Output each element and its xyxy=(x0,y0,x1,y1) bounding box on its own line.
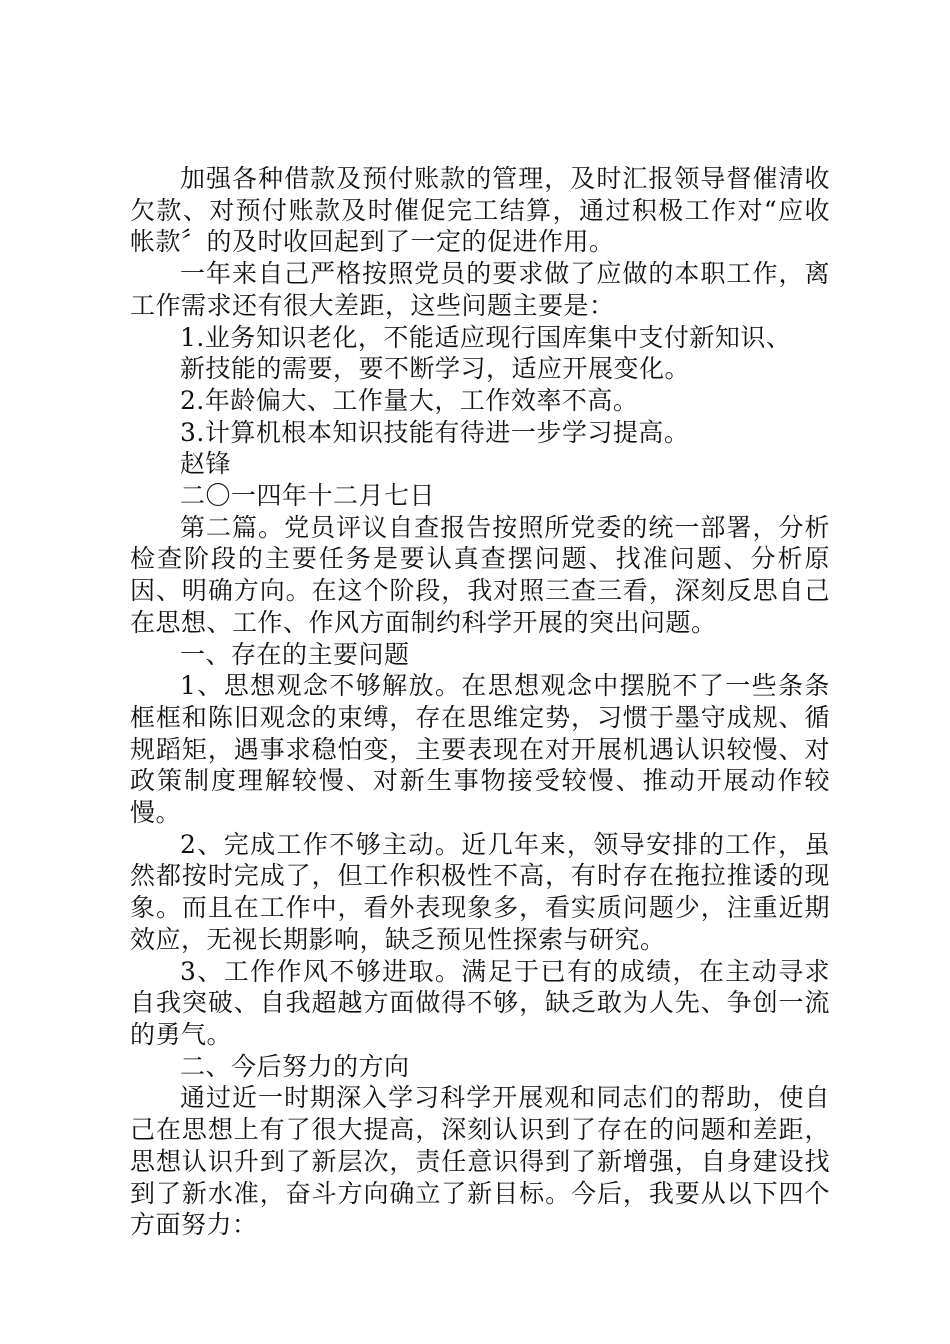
problem-2: 2、完成工作不够主动。近几年来，领导安排的工作，虽然都按时完成了，但工作积极性不高，有时存在拖拉推诿的现象。而且在工作中，看外表现象多，看实质问题少，注重近期效应，无视长期影响，缺乏预见性探索与研究。 xyxy=(130,829,830,954)
list-item-1-continued: 新技能的需要，要不断学习，适应开展变化。 xyxy=(180,354,691,384)
section2-intro: 第二篇。党员评议自查报告按照所党委的统一部署，分析检查阶段的主要任务是要认真查摆问题、找准问题、分析原因、明确方向。在这个阶段，我对照三查三看，深刻反思自己在思想、工作、作风方面制约科学开展的突出问题。 xyxy=(130,512,830,637)
heading-direction: 二、今后努力的方向 xyxy=(180,1051,410,1081)
problem-3: 3、工作作风不够进取。满足于已有的成绩，在主动寻求自我突破、自我超越方面做得不够，缺乏敢为人先、争创一流的勇气。 xyxy=(130,956,830,1049)
document-body xyxy=(130,163,830,1241)
problem-1: 1、思想观念不够解放。在思想观念中摆脱不了一些条条框框和陈旧观念的束缚，存在思维定势，习惯于墨守成规、循规蹈矩，遇事求稳怕变，主要表现在对开展机遇认识较慢、对政策制度理解较慢、对新生事物接受较慢、推动开展动作较慢。 xyxy=(130,671,830,828)
direction-text: 通过近一时期深入学习科学开展观和同志们的帮助，使自己在思想上有了很大提高，深刻认识到了存在的问题和差距，思想认识升到了新层次，责任意识得到了新增强，自身建设找到了新水准，奋斗方向确立了新目标。今后，我要从以下四个方面努力： xyxy=(130,1083,830,1240)
list-item-3: 3.计算机根本知识技能有待进一步学习提高。 xyxy=(180,417,690,447)
signature-name: 赵锋 xyxy=(180,449,232,479)
list-item-1: 1.业务知识老化，不能适应现行国库集中支付新知识、 xyxy=(180,322,792,352)
paragraph-self-review: 一年来自己严格按照党员的要求做了应做的本职工作，离工作需求还有很大差距，这些问题主要是： xyxy=(130,259,830,320)
list-item-2: 2.年龄偏大、工作量大，工作效率不高。 xyxy=(180,385,639,415)
signature-date: 二〇一四年十二月七日 xyxy=(180,481,436,511)
paragraph-receivables: 加强各种借款及预付账款的管理，及时汇报领导督催清收欠款、对预付账款及时催促完工结算，通过积极工作对“应收帐款〞的及时收回起到了一定的促进作用。 xyxy=(130,164,830,257)
heading-problems: 一、存在的主要问题 xyxy=(180,639,410,669)
